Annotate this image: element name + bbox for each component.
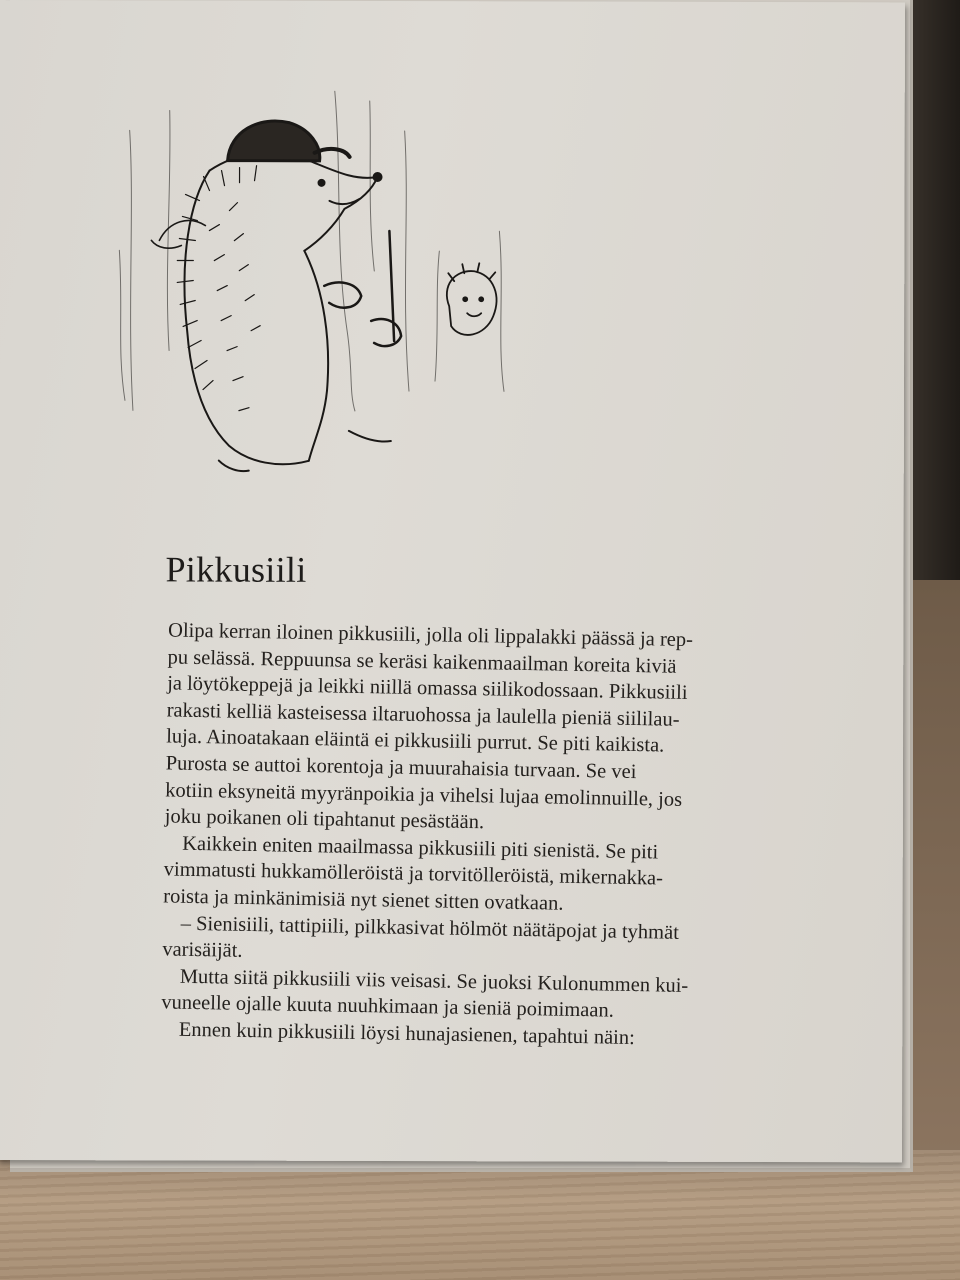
spines	[177, 165, 261, 410]
hedgehog	[184, 152, 392, 472]
text-line: Ennen kuin pikkusiili löysi hunajasienen, tapahtui näin:	[178, 1018, 636, 1049]
text-line: Mutta siitä pikkusiili viis veisasi. Se juoksi Kulonummen kui-	[179, 965, 689, 997]
text-line: Purosta se auttoi korentoja ja muurahaisia turvaan. Se vei	[165, 752, 637, 784]
text-line: vuneelle ojalle kuuta nuuhkimaan ja sieniä poimimaan.	[161, 991, 615, 1022]
story-title: Pikkusiili	[165, 549, 307, 590]
text-line: pu selässä. Reppuunsa se keräsi kaikenmaailman koreita kiviä	[167, 646, 677, 678]
text-line: luja. Ainoatakaan eläintä ei pikkusiili purrut. Se piti kaikista.	[165, 725, 665, 757]
text-line: joku poikanen oli tipahtanut pesästään.	[164, 805, 485, 834]
text-line: Kaikkein eniten maailmassa pikkusiili piti sienistä. Se piti	[182, 832, 659, 864]
text-line: Olipa kerran iloinen pikkusiili, jolla oli lippalakki päässä ja rep-	[167, 619, 694, 652]
story-text	[161, 617, 789, 1054]
stick	[324, 231, 401, 346]
hedgehog-illustration	[109, 90, 530, 491]
small-creature	[447, 263, 497, 335]
backpack	[151, 220, 205, 248]
text-line: vimmatusti hukkamölleröistä ja torvitölleröistä, mikernakka-	[163, 858, 664, 890]
cap	[228, 121, 350, 161]
text-line: kotiin eksyneitä myyränpoikia ja vihelsi lujaa emolinnuille, jos	[165, 778, 683, 811]
text-line: ja löytökeppejä ja leikki niillä omassa siilikodossaan. Pikkusiili	[166, 672, 688, 705]
text-line: varisäijät.	[162, 938, 243, 962]
text-line: rakasti kelliä kasteisessa iltaruohossa ja laulella pieniä siililau-	[166, 699, 680, 731]
text-line: roista ja minkänimisiä nyt sienet sitten ovatkaan.	[163, 885, 564, 915]
text-line: – Sienisiili, tattipiili, pilkkasivat hölmöt näätäpojat ja tyhmät	[180, 912, 680, 944]
